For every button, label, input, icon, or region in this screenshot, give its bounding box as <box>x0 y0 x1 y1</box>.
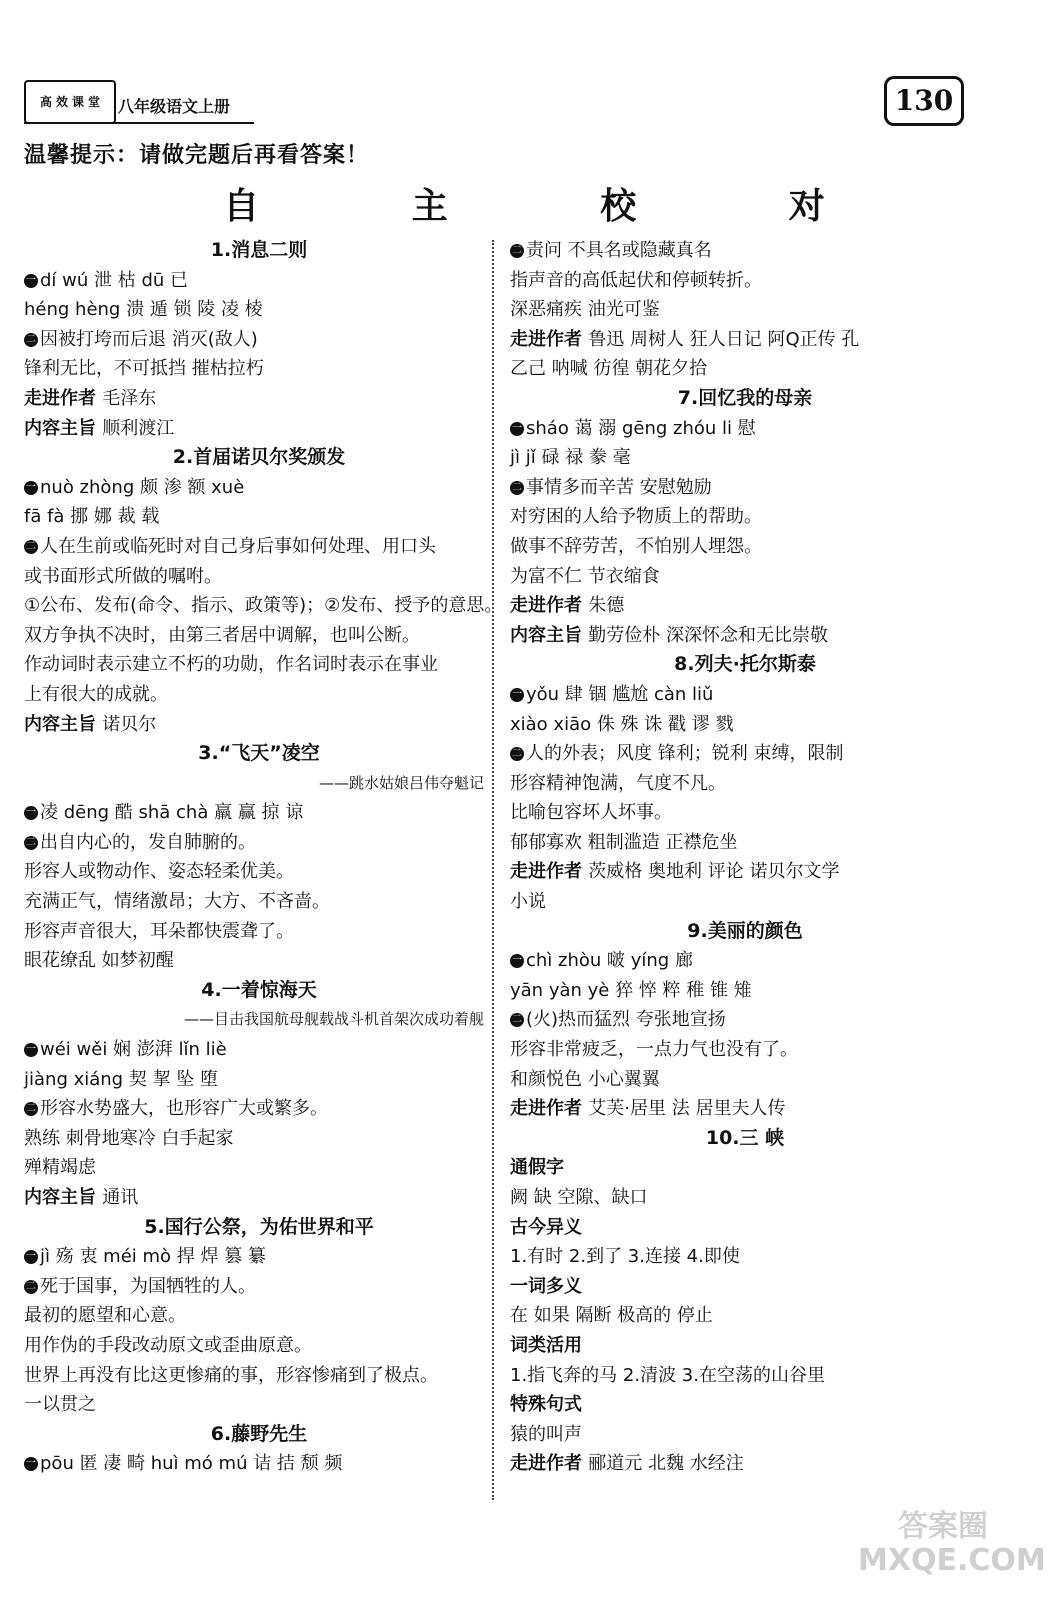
answer-label: 内容主旨 <box>24 1187 103 1208</box>
answer-line <box>24 1242 494 1272</box>
answer-text: chì zhòu 啵 yíng 廊 <box>526 950 693 972</box>
answer-text: 深恶痛疾 油光可鉴 <box>510 299 660 321</box>
answer-line <box>510 1242 980 1272</box>
answer-text: 最初的愿望和心意。 <box>24 1305 186 1327</box>
answer-line <box>510 798 980 828</box>
answer-line <box>24 1331 494 1361</box>
answer-line <box>24 591 503 621</box>
answer-text: 比喻包容坏人坏事。 <box>510 802 672 824</box>
answer-line <box>510 887 980 917</box>
answer-label: 内容主旨 <box>510 624 589 646</box>
answer-text: 1.指飞奔的马 2.清波 3.在空荡的山谷里 <box>510 1364 825 1386</box>
answer-text: (火)热而猛烈 夸张地宣扬 <box>526 1009 726 1031</box>
answer-label: 走进作者 <box>510 328 589 350</box>
answer-label: 走进作者 <box>510 1453 589 1475</box>
answer-line <box>24 1035 494 1065</box>
answer-line <box>24 1301 494 1331</box>
answer-text: 阙 缺 空隙、缺口 <box>510 1187 648 1208</box>
answer-line <box>24 1272 494 1302</box>
question-number-icon: 一 <box>26 1458 36 1470</box>
answer-text: 人在生前或临死时对自己身后事如何处理、用口头 <box>40 535 436 557</box>
question-number-icon: 一 <box>26 274 36 286</box>
answer-line <box>24 621 494 651</box>
answer-line <box>510 591 980 621</box>
answer-text: 为富不仁 节衣缩食 <box>510 565 660 587</box>
answer-text: 鲁迅 周树人 狂人日记 阿Q正传 孔 <box>588 328 860 350</box>
section-heading: 1.消息二则 <box>210 239 308 261</box>
answer-text: 上有很大的成就。 <box>24 683 168 705</box>
answer-text: jì jǐ 碌 禄 豢 毫 <box>510 447 631 469</box>
answer-line <box>510 502 980 532</box>
answer-line <box>510 236 980 266</box>
answer-line <box>24 384 494 414</box>
page-title: 自 主 校 对 <box>223 186 895 227</box>
answer-text: xiào xiāo 侏 殊 诛 戳 谬 戮 <box>510 713 734 735</box>
answer-text: 对穷困的人给予物质上的帮助。 <box>510 506 762 528</box>
question-number-icon: 二 <box>512 245 522 256</box>
answer-text: 猿的叫声 <box>510 1423 582 1445</box>
answer-text: 勤劳俭朴 深深怀念和无比崇敬 <box>588 624 829 646</box>
answer-line <box>510 1420 980 1450</box>
question-number-icon: 二 <box>512 1014 522 1026</box>
answer-line <box>510 680 980 710</box>
answer-text: 毛泽东 <box>102 387 157 409</box>
answer-text: 郦道元 北魏 水经注 <box>588 1453 744 1475</box>
answer-line <box>24 502 494 532</box>
answer-line <box>510 710 980 740</box>
question-number-icon: 一 <box>26 1251 36 1263</box>
answer-line <box>510 828 980 858</box>
answer-text: pōu 匿 凄 畸 huì mó mú 诘 拮 颓 频 <box>40 1453 343 1475</box>
answer-text: 和颜悦色 小心翼翼 <box>510 1068 660 1090</box>
answer-line <box>510 857 980 887</box>
answer-text: jiàng xiáng 契 挈 坠 堕 <box>24 1068 218 1090</box>
answer-line <box>24 1183 494 1213</box>
answer-line <box>510 621 980 651</box>
answer-line <box>24 857 494 887</box>
answer-text: héng hèng 溃 遁 锁 陵 凌 棱 <box>24 299 263 321</box>
answer-line <box>510 295 980 325</box>
answer-text: 做事不辞劳苦，不怕别人埋怨。 <box>510 535 762 557</box>
answer-line <box>24 680 494 710</box>
answer-text: 通讯 <box>102 1187 139 1208</box>
answer-line <box>510 1005 980 1035</box>
logo-char: 效 <box>55 95 68 109</box>
answer-text: 事情多而辛苦 安慰勉励 <box>526 476 712 498</box>
question-number-icon: 一 <box>26 1044 36 1056</box>
question-number-icon: 二 <box>26 1280 36 1292</box>
question-number-icon: 一 <box>26 807 36 819</box>
section-heading: 2.首届诺贝尔奖颁发 <box>172 446 346 469</box>
category-label: 特殊句式 <box>510 1394 582 1416</box>
answer-text: 在 如果 隔断 极高的 停止 <box>510 1305 713 1327</box>
section-heading: 3.“飞天”凌空 <box>198 742 320 765</box>
answer-text: 双方争执不决时，由第三者居中调解，也叫公断。 <box>24 624 420 646</box>
page-header <box>24 70 1024 130</box>
answer-text: 世界上再没有比这更惨痛的事，形容惨痛到了极点。 <box>24 1364 438 1386</box>
answer-line <box>510 473 980 503</box>
watermark: 答案圈 MXQE.COM <box>858 1509 1046 1578</box>
answer-line <box>510 443 980 473</box>
answer-text: 形容精神饱满，气度不凡。 <box>510 772 726 794</box>
answer-text: 人的外表；风度 锋利；锐利 束缚，限制 <box>526 743 844 765</box>
answer-text: 充满正气，情绪激昂；大方、不吝啬。 <box>24 891 330 913</box>
right-column <box>510 236 980 1479</box>
section-heading: 4.一着惊海天 <box>201 978 317 1001</box>
answer-text: 顺利渡江 <box>102 417 175 439</box>
answer-line <box>24 266 494 296</box>
answer-line <box>24 295 494 325</box>
answer-text: yān yàn yè 猝 悴 粹 稚 锥 雉 <box>510 979 752 1001</box>
question-number-icon: 二 <box>26 1103 36 1115</box>
logo-char: 课 <box>72 95 85 109</box>
answer-line <box>510 414 980 444</box>
answer-text: 诺贝尔 <box>102 713 157 735</box>
answer-line <box>24 325 494 355</box>
answer-line <box>510 1361 980 1391</box>
header-rule <box>24 122 254 124</box>
brand-logo <box>24 80 116 124</box>
answer-text: sháo 蔼 溺 gēng zhóu li 慰 <box>526 417 756 439</box>
tip-text: 温馨提示：请做完题后再看答案！ <box>24 143 370 168</box>
answer-line <box>510 1301 980 1331</box>
section-heading: 6.藤野先生 <box>210 1422 308 1445</box>
column-divider <box>492 240 494 1500</box>
answer-text: 指声音的高低起伏和停顿转折。 <box>510 269 762 291</box>
answer-line <box>510 739 980 769</box>
answer-line <box>510 354 980 384</box>
answer-text: 锋利无比，不可抵挡 摧枯拉朽 <box>24 358 264 380</box>
answer-text: 郁郁寡欢 粗制滥造 正襟危坐 <box>510 831 738 853</box>
answer-line <box>24 710 494 740</box>
answer-line <box>24 1361 494 1391</box>
answer-text: 小说 <box>510 891 546 913</box>
answer-line <box>510 325 980 355</box>
question-number-icon: 一 <box>512 955 522 967</box>
book-title: 八年级语文上册 <box>118 97 231 116</box>
category-label: 词类活用 <box>510 1334 582 1356</box>
answer-text: nuò zhòng 颇 渗 额 xuè <box>40 476 245 498</box>
answer-line <box>510 1449 980 1479</box>
answer-text: 出自内心的，发自肺腑的。 <box>40 831 256 853</box>
answer-line <box>510 1183 980 1213</box>
answer-line <box>510 769 980 799</box>
question-number-icon: 二 <box>26 540 36 552</box>
answer-label: 内容主旨 <box>24 417 103 439</box>
section-subtitle: ——跳水姑娘吕伟夺魁记 <box>318 773 484 792</box>
answer-label: 走进作者 <box>24 387 103 409</box>
answer-line <box>24 1390 494 1420</box>
answer-line <box>24 798 494 828</box>
answer-line <box>510 266 980 296</box>
answer-line <box>510 1094 980 1124</box>
answer-text: 形容声音很大，耳朵都快震聋了。 <box>24 920 294 942</box>
section-subtitle: ——目击我国航母舰载战斗机首架次成功着舰 <box>183 1010 484 1029</box>
answer-line <box>24 828 494 858</box>
question-number-icon: 二 <box>512 481 522 493</box>
question-number-icon: 二 <box>512 748 522 760</box>
section-heading: 8.列夫·托尔斯泰 <box>674 653 816 676</box>
answer-text: 凌 dēng 酷 shā chà 羸 赢 掠 谅 <box>40 802 304 824</box>
answer-line <box>24 946 494 976</box>
section-heading: 10.三 峡 <box>705 1126 785 1149</box>
answer-line <box>24 473 494 503</box>
answer-text: 形容人或物动作、姿态轻柔优美。 <box>24 861 294 883</box>
answer-line <box>510 976 980 1006</box>
answer-line <box>510 946 980 976</box>
section-heading: 5.国行公祭，为佑世界和平 <box>144 1215 374 1238</box>
answer-label: 走进作者 <box>510 861 589 883</box>
answer-text: 乙己 呐喊 彷徨 朝花夕拾 <box>510 358 708 380</box>
answer-text: yǒu 肆 锢 尴尬 càn liǔ <box>526 683 714 705</box>
answer-text: 责问 不具名或隐藏真名 <box>526 240 712 261</box>
answer-text: 眼花缭乱 如梦初醒 <box>24 950 174 972</box>
answer-line <box>24 1153 494 1183</box>
answer-label: 内容主旨 <box>24 713 103 735</box>
answer-label: 走进作者 <box>510 595 589 617</box>
answer-text: 艾芙·居里 法 居里夫人传 <box>588 1098 786 1120</box>
answer-line <box>510 1035 980 1065</box>
answer-text: ①公布、发布(命令、指示、政策等)；②发布、授予的意思。 <box>24 595 503 617</box>
question-number-icon: 二 <box>26 333 36 345</box>
answer-text: 因被打垮而后退 消灭(敌人) <box>40 328 258 350</box>
answer-text: 殚精竭虑 <box>24 1157 96 1179</box>
answer-text: 形容非常疲乏，一点力气也没有了。 <box>510 1039 798 1061</box>
category-label: 通假字 <box>510 1157 564 1179</box>
section-heading: 9.美丽的颜色 <box>687 919 803 942</box>
answer-line <box>24 354 494 384</box>
answer-text: 或书面形式所做的嘱咐。 <box>24 565 222 587</box>
question-number-icon: 二 <box>26 836 36 848</box>
answer-line <box>24 887 494 917</box>
answer-line <box>510 1065 980 1095</box>
answer-line <box>24 1449 494 1479</box>
answer-label: 走进作者 <box>510 1098 589 1120</box>
question-number-icon: 一 <box>512 422 522 434</box>
answer-text: 作动词时表示建立不朽的功勋，作名词时表示在事业 <box>24 654 438 676</box>
answer-line <box>24 562 494 592</box>
question-number-icon: 一 <box>26 481 36 493</box>
answer-text: 形容水势盛大，也形容广大或繁多。 <box>40 1098 328 1120</box>
answer-line <box>24 414 494 444</box>
left-column <box>24 236 503 1479</box>
answer-text: jì 殇 衷 méi mò 捍 焊 篡 纂 <box>40 1246 266 1268</box>
answer-line <box>24 1065 494 1095</box>
answer-line <box>24 1124 494 1154</box>
page-number: 130 <box>884 76 964 126</box>
section-heading: 7.回忆我的母亲 <box>677 386 813 409</box>
logo-char: 高 <box>39 95 52 109</box>
question-number-icon: 一 <box>512 688 522 700</box>
answer-text: fā fà 挪 娜 裁 载 <box>24 506 160 528</box>
answer-text: 朱德 <box>588 595 625 617</box>
answer-text: 一以贯之 <box>24 1394 96 1416</box>
answer-text: wéi wěi 娴 澎湃 lǐn liè <box>40 1039 227 1061</box>
answer-text: dí wú 泄 枯 dū 已 <box>40 269 188 291</box>
answer-line <box>510 562 980 592</box>
answer-text: 死于国事，为国牺牲的人。 <box>40 1275 256 1297</box>
answer-line <box>510 532 980 562</box>
category-label: 一词多义 <box>510 1275 582 1297</box>
logo-char: 堂 <box>88 95 101 109</box>
answer-text: 1.有时 2.到了 3.连接 4.即使 <box>510 1246 740 1268</box>
answer-text: 熟练 刺骨地寒冷 白手起家 <box>24 1127 234 1149</box>
answer-line <box>24 1094 494 1124</box>
answer-text: 茨威格 奥地利 评论 诺贝尔文学 <box>588 861 840 883</box>
category-label: 古今异义 <box>510 1216 582 1238</box>
answer-line <box>24 532 494 562</box>
answer-line <box>24 917 494 947</box>
answer-line <box>24 650 494 680</box>
answer-text: 用作伪的手段改动原文或歪曲原意。 <box>24 1334 312 1356</box>
